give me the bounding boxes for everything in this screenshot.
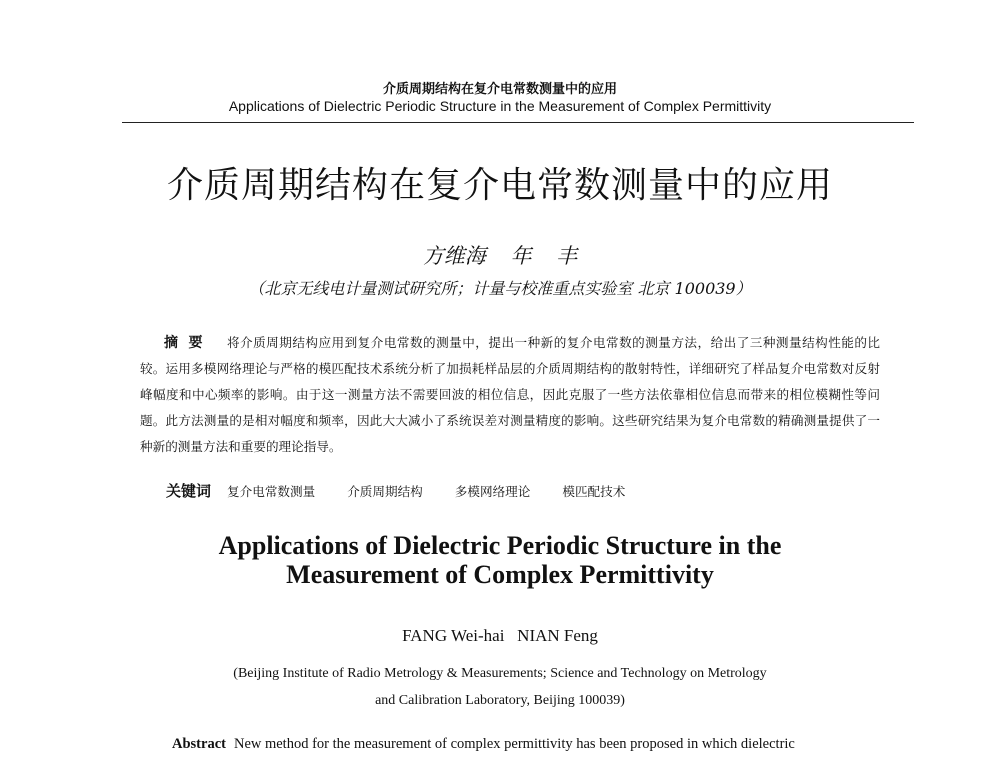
keyword-item: 多模网络理论 <box>454 484 531 499</box>
affiliation-english-line1: (Beijing Institute of Radio Metrology & Measurements; Science and Technology on Metrology <box>233 666 767 681</box>
keyword-item: 模匹配技术 <box>562 484 626 499</box>
affiliation-english-line2: and Calibration Laboratory, Beijing 100039) <box>375 693 625 708</box>
keyword-item: 介质周期结构 <box>347 484 423 499</box>
paper-title-english <box>0 531 1000 589</box>
affiliation-chinese: （北京无线电计量测试研究所；计量与校准重点实验室 北京 100039） <box>248 279 752 298</box>
abstract-english-label: Abstract <box>172 736 226 752</box>
abstract-chinese <box>140 330 880 460</box>
paper-title-chinese: 介质周期结构在复介电常数测量中的应用 <box>166 165 833 206</box>
keywords-chinese <box>166 480 886 501</box>
paper-title-english-line2: Measurement of Complex Permittivity <box>286 560 714 589</box>
affiliation-english <box>0 660 1000 714</box>
abstract-english <box>172 736 892 753</box>
abstract-english-text: New method for the measurement of complex permittivity has been proposed in which dielectric <box>233 736 795 752</box>
abstract-chinese-text: 将介质周期结构应用到复介电常数的测量中，提出一种新的复介电常数的测量方法，给出了三种测量结构性能的比较。运用多模网络理论与严格的模匹配技术系统分析了加损耗样品层的介质周期结构的散射特性，详细研究了样品复介电常数对反射峰幅度和中心频率的影响。由于这一测量方法不需要回波的相位信息，因此克服了一些方法依靠相位信息而带来的相位模糊性等问题。此方法测量的是相对幅度和频率，因此大大减小了系统误差对测量精度的影响。这些研究结果为复介电常数的精确测量提供了一种新的测量方法和重要的理论指导。 <box>140 335 881 454</box>
authors-english: FANG Wei-hai NIAN Feng <box>402 626 598 645</box>
authors-chinese: 方维海 年 丰 <box>422 244 578 268</box>
paper-title-english-line1: Applications of Dielectric Periodic Structure in the <box>218 531 782 560</box>
header-rule <box>122 122 914 123</box>
running-header-chinese: 介质周期结构在复介电常数测量中的应用 <box>382 82 617 97</box>
keywords-chinese-label: 关键词 <box>166 482 212 500</box>
keyword-item: 复介电常数测量 <box>227 484 316 499</box>
running-header-english: Applications of Dielectric Periodic Structure in the Measurement of Complex Permittivity <box>228 98 772 114</box>
abstract-chinese-label: 摘要 <box>164 335 213 351</box>
